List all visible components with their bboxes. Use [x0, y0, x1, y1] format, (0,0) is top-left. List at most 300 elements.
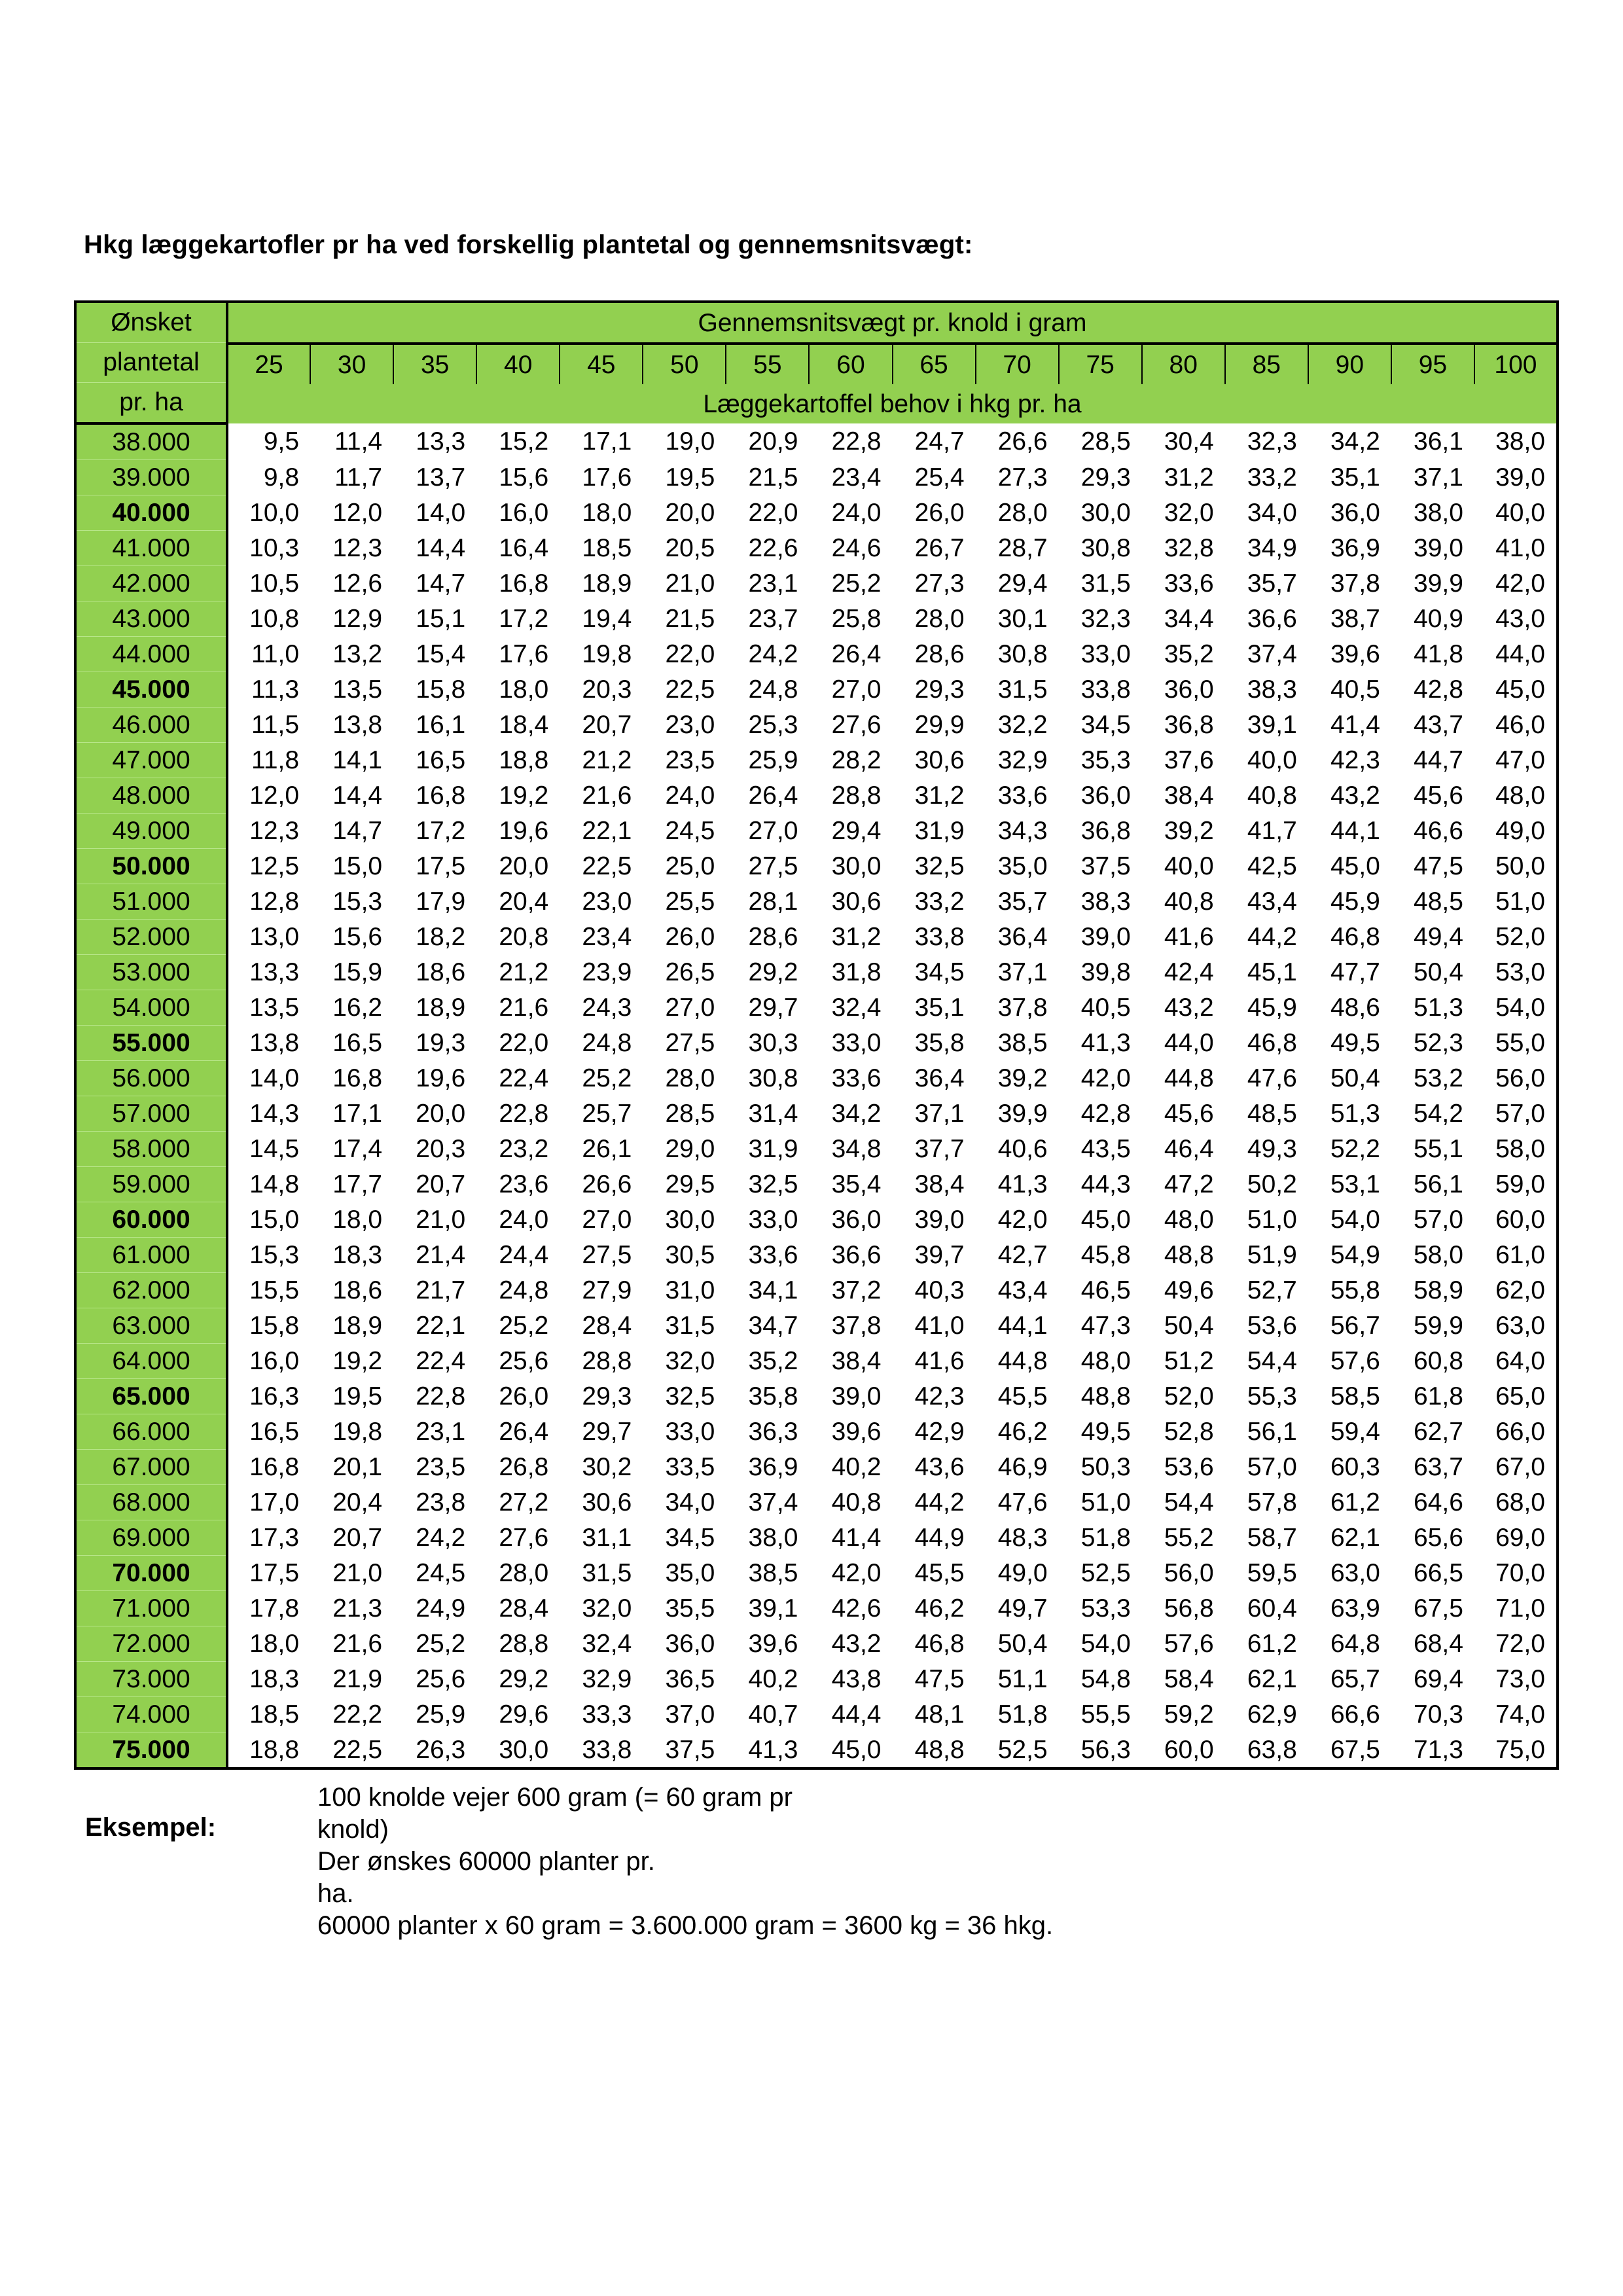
value-cell: 20,3	[560, 672, 643, 708]
value-cell: 37,5	[1059, 849, 1142, 884]
value-cell: 24,5	[643, 814, 726, 849]
value-cell: 46,4	[1142, 1132, 1225, 1167]
value-cell: 29,7	[560, 1414, 643, 1450]
table-row	[75, 849, 1558, 884]
value-cell: 38,4	[1142, 778, 1225, 814]
value-cell: 18,6	[310, 1273, 393, 1308]
value-cell: 44,1	[1308, 814, 1391, 849]
value-cell: 28,6	[893, 637, 976, 672]
value-cell: 31,5	[643, 1308, 726, 1344]
value-cell: 18,9	[310, 1308, 393, 1344]
value-cell: 33,6	[809, 1061, 892, 1096]
value-cell: 48,3	[976, 1520, 1059, 1556]
value-cell: 21,0	[643, 566, 726, 601]
value-cell: 36,8	[1059, 814, 1142, 849]
value-cell: 34,2	[809, 1096, 892, 1132]
value-cell: 30,0	[476, 1732, 560, 1769]
value-cell: 52,7	[1225, 1273, 1308, 1308]
value-cell: 47,3	[1059, 1308, 1142, 1344]
value-cell: 29,7	[726, 990, 809, 1026]
value-cell: 27,0	[560, 1202, 643, 1238]
value-cell: 38,0	[726, 1520, 809, 1556]
value-cell: 43,5	[1059, 1132, 1142, 1167]
weight-column-header: 80	[1142, 344, 1225, 384]
value-cell: 36,4	[893, 1061, 976, 1096]
value-cell: 31,9	[726, 1132, 809, 1167]
value-cell: 40,5	[1059, 990, 1142, 1026]
value-cell: 20,0	[393, 1096, 476, 1132]
value-cell: 66,6	[1308, 1697, 1391, 1732]
value-cell: 61,8	[1391, 1379, 1474, 1414]
value-cell: 42,5	[1225, 849, 1308, 884]
value-cell: 17,9	[393, 884, 476, 920]
value-cell: 30,8	[726, 1061, 809, 1096]
value-cell: 13,2	[310, 637, 393, 672]
value-cell: 37,6	[1142, 743, 1225, 778]
value-cell: 16,8	[393, 778, 476, 814]
value-cell: 37,1	[1391, 460, 1474, 495]
value-cell: 25,2	[809, 566, 892, 601]
value-cell: 37,4	[1225, 637, 1308, 672]
value-cell: 30,0	[643, 1202, 726, 1238]
plant-count-cell: 51.000	[75, 884, 227, 920]
value-cell: 45,0	[1474, 672, 1558, 708]
value-cell: 32,2	[976, 708, 1059, 743]
value-cell: 50,4	[976, 1626, 1059, 1662]
weight-header: Gennemsnitsvægt pr. knold i gram	[227, 302, 1558, 344]
value-cell: 18,5	[560, 531, 643, 566]
value-cell: 18,0	[560, 495, 643, 531]
value-cell: 52,8	[1142, 1414, 1225, 1450]
value-cell: 32,0	[560, 1591, 643, 1626]
value-cell: 27,6	[809, 708, 892, 743]
table-row	[75, 1591, 1558, 1626]
value-cell: 70,3	[1391, 1697, 1474, 1732]
value-cell: 26,5	[643, 955, 726, 990]
table-row	[75, 637, 1558, 672]
value-cell: 38,5	[976, 1026, 1059, 1061]
value-cell: 36,0	[1059, 778, 1142, 814]
value-cell: 44,8	[976, 1344, 1059, 1379]
value-cell: 30,6	[809, 884, 892, 920]
value-cell: 28,7	[976, 531, 1059, 566]
table-row	[75, 884, 1558, 920]
example-label: Eksempel:	[85, 1813, 217, 1842]
plant-count-cell: 38.000	[75, 423, 227, 460]
value-cell: 38,7	[1308, 601, 1391, 637]
value-cell: 44,1	[976, 1308, 1059, 1344]
plant-count-cell: 42.000	[75, 566, 227, 601]
value-cell: 28,8	[560, 1344, 643, 1379]
value-cell: 28,0	[976, 495, 1059, 531]
value-cell: 40,7	[726, 1697, 809, 1732]
value-cell: 55,3	[1225, 1379, 1308, 1414]
value-cell: 15,2	[476, 423, 560, 460]
value-cell: 48,8	[1059, 1379, 1142, 1414]
value-cell: 46,8	[1308, 920, 1391, 955]
value-cell: 46,2	[976, 1414, 1059, 1450]
value-cell: 33,2	[1225, 460, 1308, 495]
value-cell: 31,4	[726, 1096, 809, 1132]
value-cell: 39,0	[1474, 460, 1558, 495]
value-cell: 19,6	[393, 1061, 476, 1096]
value-cell: 26,4	[809, 637, 892, 672]
value-cell: 22,1	[560, 814, 643, 849]
plant-count-cell: 61.000	[75, 1238, 227, 1273]
value-cell: 45,1	[1225, 955, 1308, 990]
value-cell: 35,7	[1225, 566, 1308, 601]
value-cell: 21,9	[310, 1662, 393, 1697]
weight-column-header: 45	[560, 344, 643, 384]
value-cell: 41,7	[1225, 814, 1308, 849]
value-cell: 65,7	[1308, 1662, 1391, 1697]
plant-count-cell: 64.000	[75, 1344, 227, 1379]
value-cell: 19,6	[476, 814, 560, 849]
value-cell: 32,5	[726, 1167, 809, 1202]
table-row	[75, 990, 1558, 1026]
value-cell: 11,7	[310, 460, 393, 495]
header-row-value-title	[75, 384, 1558, 423]
value-cell: 42,4	[1142, 955, 1225, 990]
value-cell: 58,9	[1391, 1273, 1474, 1308]
value-cell: 61,2	[1308, 1485, 1391, 1520]
value-cell: 50,4	[1308, 1061, 1391, 1096]
value-cell: 24,3	[560, 990, 643, 1026]
value-cell: 10,0	[227, 495, 310, 531]
value-cell: 34,7	[726, 1308, 809, 1344]
value-cell: 16,1	[393, 708, 476, 743]
value-cell: 51,8	[976, 1697, 1059, 1732]
value-cell: 27,6	[476, 1520, 560, 1556]
value-cell: 35,0	[643, 1556, 726, 1591]
value-cell: 65,0	[1474, 1379, 1558, 1414]
plant-count-cell: 45.000	[75, 672, 227, 708]
value-cell: 29,0	[643, 1132, 726, 1167]
value-cell: 18,9	[560, 566, 643, 601]
value-cell: 51,1	[976, 1662, 1059, 1697]
value-cell: 34,8	[809, 1132, 892, 1167]
value-cell: 35,8	[726, 1379, 809, 1414]
value-cell: 32,8	[1142, 531, 1225, 566]
value-cell: 49,5	[1308, 1026, 1391, 1061]
value-cell: 42,0	[1059, 1061, 1142, 1096]
plant-count-cell: 69.000	[75, 1520, 227, 1556]
value-cell: 45,5	[976, 1379, 1059, 1414]
weight-column-header: 75	[1059, 344, 1142, 384]
value-cell: 17,6	[476, 637, 560, 672]
value-cell: 40,0	[1142, 849, 1225, 884]
value-cell: 19,8	[310, 1414, 393, 1450]
value-cell: 46,0	[1474, 708, 1558, 743]
value-cell: 28,4	[476, 1591, 560, 1626]
value-cell: 31,5	[976, 672, 1059, 708]
value-cell: 37,1	[893, 1096, 976, 1132]
value-cell: 45,5	[893, 1556, 976, 1591]
value-cell: 35,2	[1142, 637, 1225, 672]
value-cell: 57,8	[1225, 1485, 1308, 1520]
table-row	[75, 920, 1558, 955]
value-cell: 29,3	[893, 672, 976, 708]
value-cell: 20,0	[476, 849, 560, 884]
value-cell: 28,5	[1059, 423, 1142, 460]
value-cell: 46,9	[976, 1450, 1059, 1485]
value-cell: 16,8	[227, 1450, 310, 1485]
value-cell: 15,8	[227, 1308, 310, 1344]
value-cell: 26,4	[726, 778, 809, 814]
value-cell: 22,5	[560, 849, 643, 884]
plant-count-cell: 63.000	[75, 1308, 227, 1344]
value-cell: 24,0	[809, 495, 892, 531]
value-cell: 66,5	[1391, 1556, 1474, 1591]
value-cell: 18,8	[227, 1732, 310, 1769]
value-cell: 37,8	[1308, 566, 1391, 601]
value-cell: 43,7	[1391, 708, 1474, 743]
value-cell: 64,6	[1391, 1485, 1474, 1520]
value-cell: 45,9	[1225, 990, 1308, 1026]
value-cell: 30,3	[726, 1026, 809, 1061]
value-cell: 50,2	[1225, 1167, 1308, 1202]
example-line: knold)	[317, 1815, 389, 1844]
value-cell: 18,0	[476, 672, 560, 708]
value-cell: 31,2	[809, 920, 892, 955]
value-cell: 60,8	[1391, 1344, 1474, 1379]
value-cell: 42,3	[1308, 743, 1391, 778]
value-cell: 36,0	[1142, 672, 1225, 708]
value-cell: 65,6	[1391, 1520, 1474, 1556]
value-cell: 12,3	[310, 531, 393, 566]
value-cell: 51,2	[1142, 1344, 1225, 1379]
value-cell: 15,0	[310, 849, 393, 884]
value-cell: 62,1	[1308, 1520, 1391, 1556]
value-cell: 58,4	[1142, 1662, 1225, 1697]
value-cell: 43,6	[893, 1450, 976, 1485]
value-cell: 55,1	[1391, 1132, 1474, 1167]
table-row	[75, 814, 1558, 849]
value-cell: 24,2	[726, 637, 809, 672]
value-cell: 29,5	[643, 1167, 726, 1202]
value-cell: 44,8	[1142, 1061, 1225, 1096]
value-cell: 21,5	[643, 601, 726, 637]
value-cell: 25,3	[726, 708, 809, 743]
value-cell: 22,4	[476, 1061, 560, 1096]
value-cell: 36,6	[1225, 601, 1308, 637]
value-cell: 12,3	[227, 814, 310, 849]
value-cell: 30,6	[560, 1485, 643, 1520]
value-cell: 23,5	[643, 743, 726, 778]
weight-column-header: 90	[1308, 344, 1391, 384]
plant-count-cell: 54.000	[75, 990, 227, 1026]
value-cell: 59,0	[1474, 1167, 1558, 1202]
value-cell: 51,3	[1391, 990, 1474, 1026]
value-cell: 43,2	[1308, 778, 1391, 814]
value-cell: 27,2	[476, 1485, 560, 1520]
value-cell: 18,5	[227, 1697, 310, 1732]
value-cell: 47,5	[1391, 849, 1474, 884]
value-cell: 37,4	[726, 1485, 809, 1520]
value-cell: 17,1	[560, 423, 643, 460]
row-header-line: Ønsket	[77, 303, 226, 343]
value-cell: 60,0	[1142, 1732, 1225, 1769]
value-cell: 24,8	[560, 1026, 643, 1061]
value-cell: 62,1	[1225, 1662, 1308, 1697]
value-cell: 38,5	[726, 1556, 809, 1591]
plant-count-cell: 56.000	[75, 1061, 227, 1096]
value-cell: 27,0	[643, 990, 726, 1026]
value-cell: 35,2	[726, 1344, 809, 1379]
table-row	[75, 1697, 1558, 1732]
value-cell: 37,5	[643, 1732, 726, 1769]
value-cell: 14,4	[393, 531, 476, 566]
value-cell: 20,5	[643, 531, 726, 566]
value-cell: 12,0	[227, 778, 310, 814]
value-cell: 51,9	[1225, 1238, 1308, 1273]
value-cell: 40,2	[809, 1450, 892, 1485]
value-cell: 29,3	[560, 1379, 643, 1414]
value-cell: 42,8	[1391, 672, 1474, 708]
plant-count-cell: 55.000	[75, 1026, 227, 1061]
plant-count-cell: 52.000	[75, 920, 227, 955]
value-cell: 15,9	[310, 955, 393, 990]
value-cell: 44,3	[1059, 1167, 1142, 1202]
value-cell: 53,6	[1225, 1308, 1308, 1344]
value-cell: 22,8	[809, 423, 892, 460]
value-cell: 15,1	[393, 601, 476, 637]
value-cell: 54,2	[1391, 1096, 1474, 1132]
value-cell: 28,8	[476, 1626, 560, 1662]
value-cell: 21,2	[476, 955, 560, 990]
plant-count-cell: 47.000	[75, 743, 227, 778]
plant-count-cell: 57.000	[75, 1096, 227, 1132]
seed-potato-table	[74, 300, 1559, 1770]
value-cell: 23,9	[560, 955, 643, 990]
value-cell: 13,5	[227, 990, 310, 1026]
value-cell: 38,0	[1391, 495, 1474, 531]
value-cell: 14,3	[227, 1096, 310, 1132]
value-cell: 17,7	[310, 1167, 393, 1202]
value-cell: 40,3	[893, 1273, 976, 1308]
value-cell: 17,4	[310, 1132, 393, 1167]
value-cell: 39,1	[726, 1591, 809, 1626]
value-cell: 44,2	[1225, 920, 1308, 955]
value-cell: 37,8	[976, 990, 1059, 1026]
value-cell: 32,0	[1142, 495, 1225, 531]
value-cell: 39,8	[1059, 955, 1142, 990]
value-cell: 23,4	[809, 460, 892, 495]
value-cell: 34,5	[1059, 708, 1142, 743]
value-cell: 28,0	[643, 1061, 726, 1096]
value-cell: 34,3	[976, 814, 1059, 849]
value-cell: 36,3	[726, 1414, 809, 1450]
value-cell: 26,6	[560, 1167, 643, 1202]
value-cell: 39,2	[976, 1061, 1059, 1096]
value-cell: 51,3	[1308, 1096, 1391, 1132]
value-cell: 73,0	[1474, 1662, 1558, 1697]
value-cell: 14,1	[310, 743, 393, 778]
value-cell: 61,0	[1474, 1238, 1558, 1273]
value-cell: 25,5	[643, 884, 726, 920]
value-cell: 44,2	[893, 1485, 976, 1520]
value-cell: 18,9	[393, 990, 476, 1026]
value-cell: 40,5	[1308, 672, 1391, 708]
value-cell: 36,0	[643, 1626, 726, 1662]
value-cell: 35,4	[809, 1167, 892, 1202]
value-cell: 50,4	[1391, 955, 1474, 990]
value-cell: 10,3	[227, 531, 310, 566]
value-cell: 12,5	[227, 849, 310, 884]
value-cell: 56,0	[1142, 1556, 1225, 1591]
value-cell: 41,3	[976, 1167, 1059, 1202]
value-cell: 62,7	[1391, 1414, 1474, 1450]
value-cell: 22,4	[393, 1344, 476, 1379]
value-cell: 24,8	[726, 672, 809, 708]
value-cell: 48,8	[1142, 1238, 1225, 1273]
value-cell: 32,5	[643, 1379, 726, 1414]
value-cell: 17,0	[227, 1485, 310, 1520]
table-row	[75, 1238, 1558, 1273]
table-row	[75, 1485, 1558, 1520]
plant-count-cell: 66.000	[75, 1414, 227, 1450]
value-cell: 46,5	[1059, 1273, 1142, 1308]
value-cell: 41,6	[1142, 920, 1225, 955]
value-cell: 29,4	[809, 814, 892, 849]
value-cell: 35,1	[1308, 460, 1391, 495]
value-cell: 66,0	[1474, 1414, 1558, 1450]
value-cell: 40,8	[809, 1485, 892, 1520]
value-cell: 15,4	[393, 637, 476, 672]
value-cell: 43,2	[809, 1626, 892, 1662]
value-cell: 31,1	[560, 1520, 643, 1556]
value-cell: 36,4	[976, 920, 1059, 955]
value-cell: 38,4	[809, 1344, 892, 1379]
value-cell: 23,1	[393, 1414, 476, 1450]
value-cell: 16,3	[227, 1379, 310, 1414]
value-cell: 11,3	[227, 672, 310, 708]
plant-count-cell: 58.000	[75, 1132, 227, 1167]
value-cell: 26,3	[393, 1732, 476, 1769]
value-cell: 41,3	[1059, 1026, 1142, 1061]
value-cell: 15,5	[227, 1273, 310, 1308]
value-cell: 74,0	[1474, 1697, 1558, 1732]
value-cell: 54,4	[1225, 1344, 1308, 1379]
value-cell: 31,5	[1059, 566, 1142, 601]
table-row	[75, 1732, 1558, 1769]
value-cell: 36,5	[643, 1662, 726, 1697]
weight-column-header: 25	[227, 344, 310, 384]
value-cell: 11,0	[227, 637, 310, 672]
value-cell: 20,3	[393, 1132, 476, 1167]
value-cell: 60,0	[1474, 1202, 1558, 1238]
value-cell: 20,9	[726, 423, 809, 460]
table-row	[75, 601, 1558, 637]
page-title: Hkg læggekartofler pr ha ved forskellig plantetal og gennemsnitsvægt:	[84, 230, 973, 259]
value-cell: 32,5	[893, 849, 976, 884]
value-cell: 33,0	[1059, 637, 1142, 672]
value-cell: 47,5	[893, 1662, 976, 1697]
value-cell: 26,0	[643, 920, 726, 955]
value-cell: 30,8	[976, 637, 1059, 672]
value-cell: 72,0	[1474, 1626, 1558, 1662]
plant-count-cell: 40.000	[75, 495, 227, 531]
example-text	[317, 1782, 1053, 1942]
plant-count-cell: 70.000	[75, 1556, 227, 1591]
value-cell: 40,9	[1391, 601, 1474, 637]
value-cell: 43,0	[1474, 601, 1558, 637]
value-cell: 48,5	[1391, 884, 1474, 920]
value-cell: 49,0	[976, 1556, 1059, 1591]
value-cell: 48,0	[1059, 1344, 1142, 1379]
value-cell: 50,0	[1474, 849, 1558, 884]
value-cell: 22,5	[643, 672, 726, 708]
